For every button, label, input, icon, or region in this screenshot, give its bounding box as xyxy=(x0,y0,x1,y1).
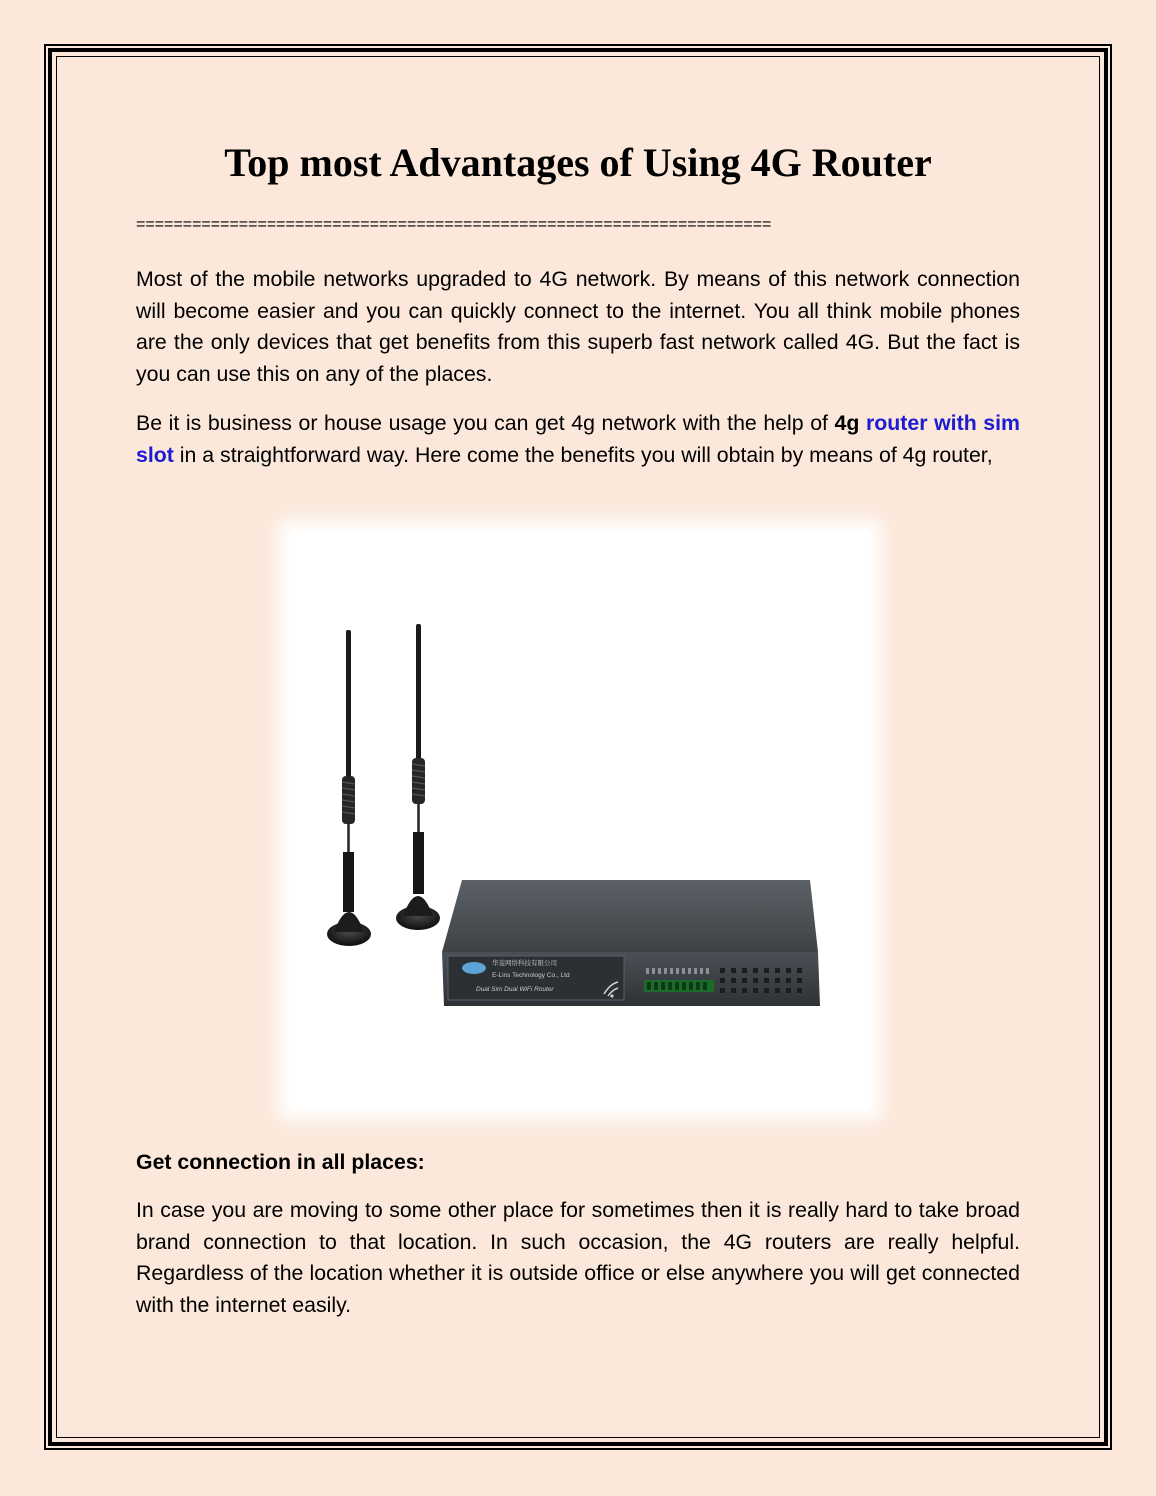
section-paragraph: In case you are moving to some other place for sometimes then it is really hard to take broad brand connection to that location. In such occasion, the 4G routers are really helpful. Regardless of the location whether it is outside office or else anywhere you will get connected with the internet easily. xyxy=(136,1198,1020,1317)
svg-text:华菱网络科技有限公司: 华菱网络科技有限公司 xyxy=(492,960,557,967)
separator-line: ==================================================================== xyxy=(136,216,772,233)
usage-paragraph-text: Be it is business or house usage you can get 4g network with the help of xyxy=(136,411,835,435)
router-illustration xyxy=(290,532,870,1108)
intro-paragraph: Most of the mobile networks upgraded to 4G network. By means of this network connection will become easier and you can quickly connect to the internet. You all think mobile phones are the only devices that get benefits from this superb fast network called 4G. But the fact is you can use this on any of the places. xyxy=(136,267,1020,386)
section-heading: Get connection in all places: xyxy=(136,1150,425,1174)
document-content xyxy=(136,140,1020,471)
bold-keyword: 4g xyxy=(834,411,860,435)
router-with-sim-slot-link[interactable]: router with sim slot xyxy=(136,411,1020,467)
page-title: Top most Advantages of Using 4G Router xyxy=(224,140,932,185)
router-brand-label: E-Lins Technology Co., Ltd xyxy=(492,972,570,979)
router-body xyxy=(442,880,820,1006)
usage-paragraph xyxy=(136,408,1020,471)
router-image xyxy=(290,532,870,1108)
left-antenna xyxy=(327,630,371,946)
router-model-label: Dual Sim Dual WiFi Router xyxy=(476,986,554,993)
usage-paragraph-text-end: in a straightforward way. Here come the benefits you will obtain by means of 4g router, xyxy=(173,442,993,467)
right-antenna xyxy=(396,624,440,930)
